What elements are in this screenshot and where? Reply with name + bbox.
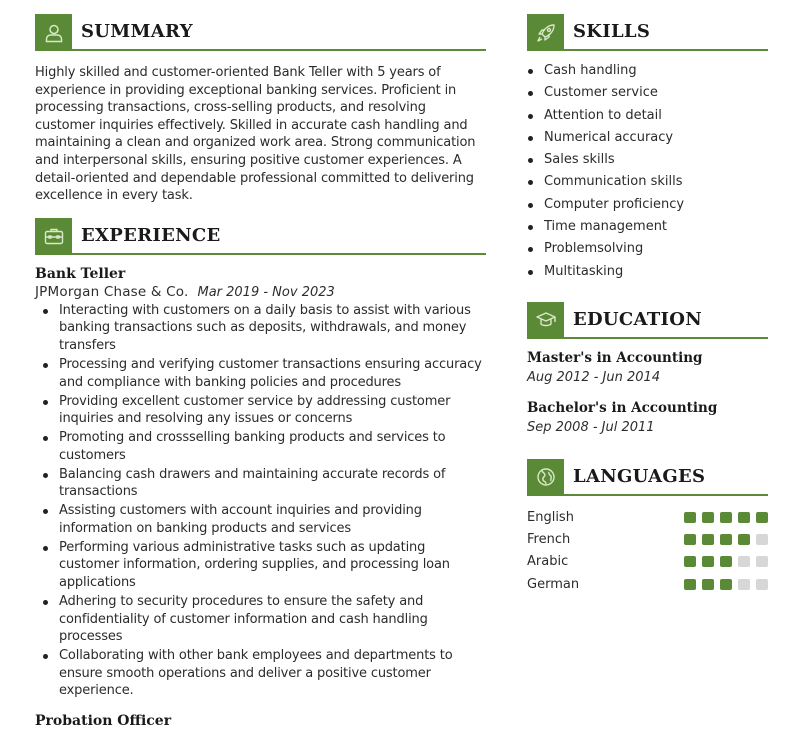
job-entry: [35, 712, 486, 730]
job-bullets: [35, 302, 486, 700]
section-title: SUMMARY: [81, 21, 193, 42]
skill-item: Sales skills: [527, 149, 768, 171]
skill-item: Time management: [527, 216, 768, 238]
right-column: [527, 14, 768, 595]
language-name: Arabic: [527, 554, 569, 570]
section-title: EDUCATION: [573, 308, 702, 330]
summary-text: Highly skilled and customer-oriented Bank Teller with 5 years of experience in providing exceptional banking services. Proficient in processing transactions, cross-selling products, and resolving customer inquiries effectively. Skilled in accurate cash handling and maintaining a clean and organized work area. Strong communication and interpersonal skills, ensuring positive customer experiences. A detail-oriented and dependable professional committed to delivering excellence in every task.: [35, 65, 476, 204]
job-bullet: Interacting with customers on a daily basis to assist with various banking transactions such as deposits, withdrawals, and money transfers: [35, 302, 486, 355]
proficiency-dot-filled: [738, 534, 750, 545]
skill-item: Cash handling: [527, 60, 768, 82]
briefcase-icon: [35, 218, 72, 255]
skill-item: Communication skills: [527, 171, 768, 193]
proficiency-dot-filled: [738, 512, 750, 523]
proficiency-dot-empty: [738, 556, 750, 567]
skill-item: Numerical accuracy: [527, 127, 768, 149]
proficiency-dot-filled: [684, 556, 696, 567]
education-section: [527, 302, 768, 437]
proficiency-dot-filled: [720, 579, 732, 590]
skill-item: Computer proficiency: [527, 194, 768, 216]
proficiency-meter: [684, 556, 768, 567]
job-dates: Mar 2019 - Nov 2023: [197, 284, 335, 300]
language-name: German: [527, 576, 580, 592]
proficiency-dot-empty: [756, 556, 768, 567]
proficiency-dot-empty: [756, 579, 768, 590]
proficiency-dot-filled: [702, 556, 714, 567]
proficiency-meter: [684, 579, 768, 590]
job-title: Probation Officer: [35, 712, 172, 729]
proficiency-dot-filled: [702, 512, 714, 523]
languages-list: [527, 506, 768, 595]
job-bullet: Promoting and crossselling banking products and services to customers: [35, 429, 486, 464]
proficiency-dot-empty: [756, 534, 768, 545]
skill-item: Problemsolving: [527, 238, 768, 260]
job-bullet: Performing various administrative tasks such as updating customer information, ordering supplies, and processing loan applications: [35, 539, 486, 592]
skills-header: [527, 14, 768, 51]
education-dates: Sep 2008 - Jul 2011: [527, 419, 655, 435]
job-bullet: Processing and verifying customer transactions ensuring accuracy and compliance with banking policies and procedures: [35, 356, 486, 391]
language-row: [527, 551, 768, 573]
skills-list: [527, 60, 768, 283]
proficiency-dot-filled: [702, 579, 714, 590]
proficiency-dot-filled: [684, 512, 696, 523]
education-entry: [527, 399, 768, 437]
language-row: [527, 528, 768, 550]
language-name: French: [527, 531, 571, 547]
skill-item: Multitasking: [527, 261, 768, 283]
person-icon: [35, 14, 72, 51]
skill-item: Attention to detail: [527, 105, 768, 127]
languages-header: [527, 459, 768, 496]
graduation-cap-icon: [527, 302, 564, 339]
globe-icon: [527, 459, 564, 496]
languages-section: [527, 459, 768, 595]
language-row: [527, 573, 768, 595]
proficiency-dot-filled: [720, 534, 732, 545]
proficiency-dot-empty: [738, 579, 750, 590]
skill-item: Customer service: [527, 82, 768, 104]
proficiency-dot-filled: [756, 512, 768, 523]
rocket-icon: [527, 14, 564, 51]
job-bullet: Collaborating with other bank employees and departments to ensure smooth operations and deliver a positive customer experience.: [35, 647, 486, 700]
proficiency-dot-filled: [684, 534, 696, 545]
summary-header: [35, 14, 486, 51]
experience-header: [35, 218, 486, 255]
degree-name: Bachelor's in Accounting: [527, 399, 718, 416]
education-dates: Aug 2012 - Jun 2014: [527, 369, 661, 385]
proficiency-meter: [684, 534, 768, 545]
degree-name: Master's in Accounting: [527, 349, 703, 366]
summary-section: [35, 14, 486, 205]
proficiency-dot-filled: [720, 512, 732, 523]
left-column: [35, 14, 486, 730]
job-bullet: Balancing cash drawers and maintaining accurate records of transactions: [35, 466, 486, 501]
proficiency-dot-filled: [720, 556, 732, 567]
job-bullet: Assisting customers with account inquiries and providing information on banking products and services: [35, 502, 486, 537]
skills-section: [527, 14, 768, 283]
language-row: [527, 506, 768, 528]
job-entry: [35, 265, 486, 700]
job-bullet: Adhering to security procedures to ensure the safety and confidentiality of customer information and cash handling processes: [35, 593, 486, 646]
section-title: SKILLS: [573, 21, 651, 42]
education-header: [527, 302, 768, 339]
language-name: English: [527, 509, 574, 525]
education-entry: [527, 349, 768, 387]
job-title: Bank Teller: [35, 265, 126, 282]
experience-section: [35, 218, 486, 730]
company-name: JPMorgan Chase & Co.: [35, 283, 189, 300]
proficiency-dot-filled: [684, 579, 696, 590]
section-title: LANGUAGES: [573, 465, 706, 487]
job-bullet: Providing excellent customer service by addressing customer inquiries and resolving any issues or concerns: [35, 393, 486, 428]
section-title: EXPERIENCE: [81, 224, 221, 246]
proficiency-meter: [684, 512, 768, 523]
proficiency-dot-filled: [702, 534, 714, 545]
